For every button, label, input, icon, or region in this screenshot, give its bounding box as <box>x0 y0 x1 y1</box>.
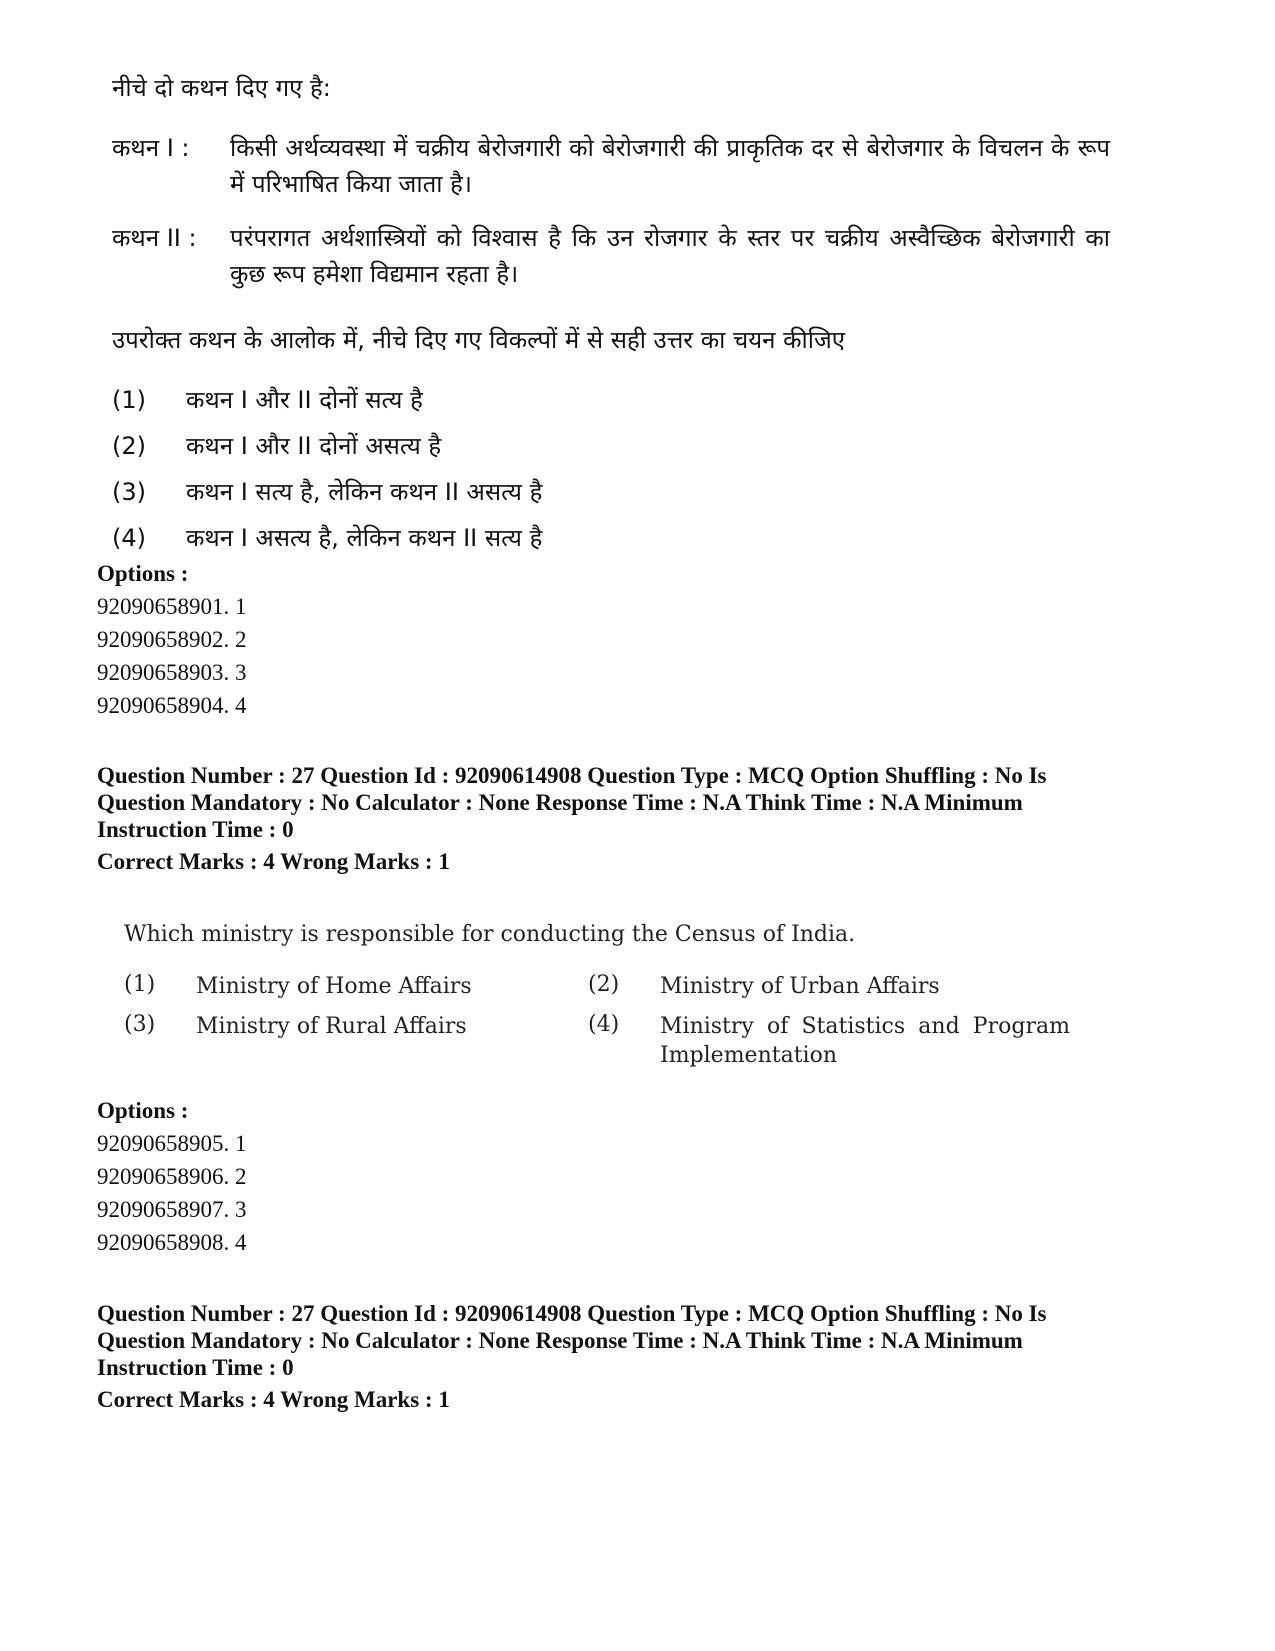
option-text-line-2: Implementation <box>660 1043 837 1068</box>
option-number: (4) <box>112 524 146 552</box>
word: Program <box>972 1014 1070 1039</box>
option-id-item: 92090658907. 3 <box>97 1197 247 1222</box>
question-meta-2 <box>97 1300 1097 1413</box>
option-text: कथन I और II दोनों असत्य है <box>186 432 442 460</box>
option-text: Ministry of Home Affairs <box>196 974 472 999</box>
option-text <box>660 1012 1070 1070</box>
option-number: (2) <box>588 972 620 997</box>
option-number: (3) <box>112 478 146 506</box>
option-text: कथन I सत्य है, लेकिन कथन II असत्य है <box>186 478 543 506</box>
option-id-item: 92090658901. 1 <box>97 594 247 619</box>
meta-line-3: Instruction Time : 0 <box>97 1355 294 1380</box>
option-id-item: 92090658902. 2 <box>97 627 247 652</box>
english-question-text: Which ministry is responsible for conducting the Census of India. <box>124 922 856 947</box>
statement-1-label: कथन I : <box>112 134 190 162</box>
statement-1-text: किसी अर्थव्यवस्था में चक्रीय बेरोजगारी को बेरोजगारी की प्राकृतिक दर से बेरोजगार के विचलन के रूप में परिभाषित किया जाता है। <box>230 134 1110 198</box>
option-id-item: 92090658908. 4 <box>97 1230 247 1255</box>
option-number: (3) <box>124 1012 156 1037</box>
option-text: कथन I और II दोनों सत्य है <box>186 386 423 414</box>
statement-2 <box>112 220 1112 292</box>
marks-line: Correct Marks : 4 Wrong Marks : 1 <box>97 849 450 874</box>
meta-line-1: Question Number : 27 Question Id : 92090614908 Question Type : MCQ Option Shuffling : No Is <box>97 763 1047 788</box>
english-option-4 <box>588 1012 1068 1072</box>
option-text-line-1 <box>660 1012 1070 1041</box>
meta-line-3: Instruction Time : 0 <box>97 817 294 842</box>
option-id-item: 92090658906. 2 <box>97 1164 247 1189</box>
word: and <box>918 1014 960 1039</box>
meta-line-2: Question Mandatory : No Calculator : None Response Time : N.A Think Time : N.A Minimum <box>97 1328 1023 1353</box>
statement-1 <box>112 130 1112 202</box>
question-meta-1 <box>97 762 1097 875</box>
option-number: (4) <box>588 1012 620 1037</box>
statement-2-label: कथन II : <box>112 224 197 252</box>
option-id-item: 92090658905. 1 <box>97 1131 247 1156</box>
option-id-item: 92090658903. 3 <box>97 660 247 685</box>
option-number: (2) <box>112 432 146 460</box>
option-number: (1) <box>112 386 146 414</box>
word: Ministry <box>660 1014 754 1039</box>
options-heading-1: Options : <box>97 561 189 586</box>
word: of <box>766 1014 789 1039</box>
meta-line-2: Question Mandatory : No Calculator : None Response Time : N.A Think Time : N.A Minimum <box>97 790 1023 815</box>
word: Statistics <box>801 1014 906 1039</box>
option-text: Ministry of Urban Affairs <box>660 974 940 999</box>
option-id-item: 92090658904. 4 <box>97 693 247 718</box>
marks-line: Correct Marks : 4 Wrong Marks : 1 <box>97 1387 450 1412</box>
meta-line-1: Question Number : 27 Question Id : 92090614908 Question Type : MCQ Option Shuffling : No Is <box>97 1301 1047 1326</box>
statement-2-text: परंपरागत अर्थशास्त्रियों को विश्वास है कि उन रोजगार के स्तर पर चक्रीय अस्वैच्छिक बेरोजगारी का कुछ रूप हमेशा विद्यमान रहता है। <box>230 224 1110 288</box>
options-heading-2: Options : <box>97 1098 189 1123</box>
hindi-question-instruction: उपरोक्त कथन के आलोक में, नीचे दिए गए विकल्पों में से सही उत्तर का चयन कीजिए <box>112 326 846 354</box>
option-text: कथन I असत्य है, लेकिन कथन II सत्य है <box>186 524 543 552</box>
option-number: (1) <box>124 972 156 997</box>
hindi-question-intro: नीचे दो कथन दिए गए है: <box>112 74 331 102</box>
option-text: Ministry of Rural Affairs <box>196 1014 467 1039</box>
